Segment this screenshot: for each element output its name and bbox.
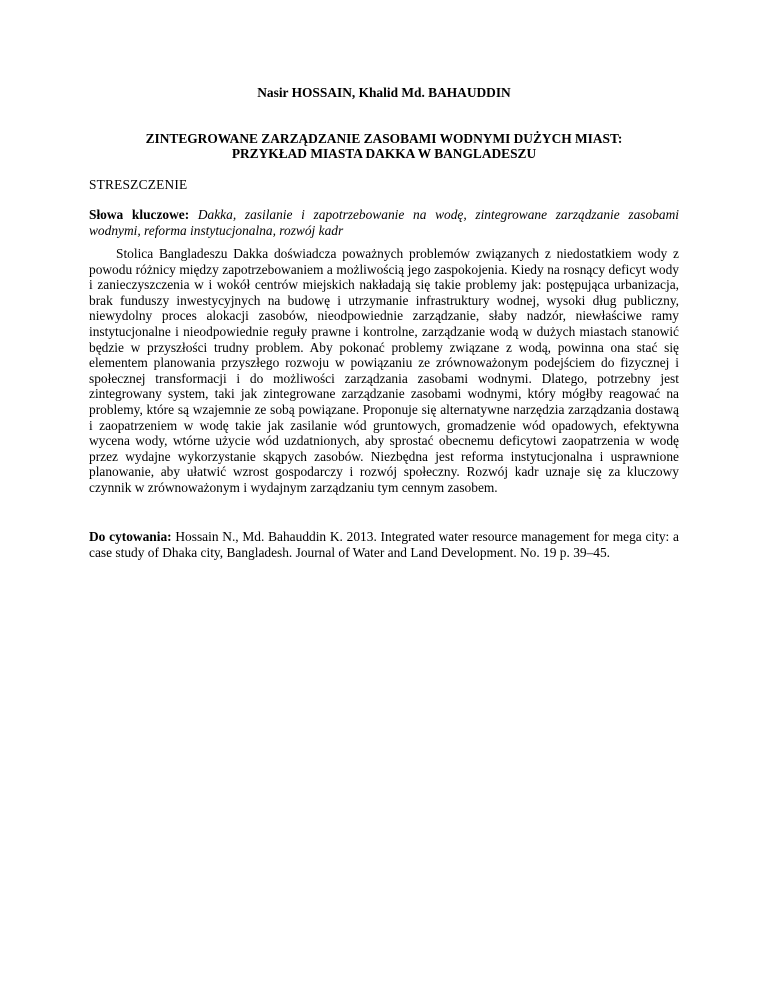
citation bbox=[89, 529, 679, 560]
citation-text: Hossain N., Md. Bahauddin K. 2013. Integrated water resource management for mega city: a case study of Dhaka city, Bangladesh. Journal of Water and Land Development. No. 19 p. 39–45. bbox=[89, 529, 679, 560]
keywords bbox=[89, 207, 679, 238]
keywords-label: Słowa kluczowe: bbox=[89, 207, 190, 222]
title-line-2: PRZYKŁAD MIASTA DAKKA W BANGLADESZU bbox=[231, 146, 537, 162]
citation-label: Do cytowania: bbox=[89, 529, 172, 544]
authors: Nasir HOSSAIN, Khalid Md. BAHAUDDIN bbox=[257, 85, 511, 100]
abstract-paragraph: Stolica Bangladeszu Dakka doświadcza poważnych problemów związanych z niedostatkiem wody z powodu różnicy między zapotrzebowaniem a możliwością jego zaspokojenia. Kiedy na rosnący deficyt wody i zanieczyszczenia w i wokół centrów miejskich nakładają się takie problemy jak: postępująca urbanizacja, brak funduszy inwestycyjnych na budowę i utrzymanie infrastruktury wodnej, wysoki dług publiczny, niewydolny proces alokacji zasobów, nieodpowiednie zarządzanie, słaby nadzór, niewłaściwe ramy instytucjonalne i nieodpowiednie reguły prawne i kontrolne, zarządzanie wodą w dużych miastach stanowić będzie w przyszłości trudny problem. Aby pokonać problemy związane z wodą, powinna ona stać się elementem planowania przyszłego rozwoju w powiązaniu ze zrównoważonym podejściem do fizycznej i społecznej transformacji i do możliwości zarządzania zasobami wodnymi. Dlatego, potrzebny jest zintegrowany system, taki jak zintegrowane zarządzanie zasobami wodnymi, który mógłby reagować na problemy, które są wzajemnie ze sobą powiązane. Proponuje się alternatywne narzędzia zarządzania dostawą i zaopatrzeniem w wodę takie jak zasilanie wód gruntowych, gromadzenie wód opadowych, efektywna wycena wody, wtórne użycie wód uzdatnionych, aby sprostać obecnemu deficytowi zaopatrzenia w wodę przez wydajne wykorzystanie skąpych zasobów. Niezbędna jest reforma instytucjonalna i usprawnione planowanie, aby ułatwić wzrost gospodarczy i rozwój społeczny. Rozwój kadr uznaje się za kluczowy czynnik w zrównoważonym i wydajnym zarządzaniu tym cennym zasobem. bbox=[89, 246, 679, 495]
document-title bbox=[110, 131, 658, 162]
title-line-1: ZINTEGROWANE ZARZĄDZANIE ZASOBAMI WODNYMI DUŻYCH MIAST: bbox=[145, 131, 623, 146]
section-heading: STRESZCZENIE bbox=[89, 177, 188, 192]
keywords-text: Dakka, zasilanie i zapotrzebowanie na wodę, zintegrowane zarządzanie zasobami wodnymi, reforma instytucjonalna, rozwój kadr bbox=[89, 207, 679, 238]
